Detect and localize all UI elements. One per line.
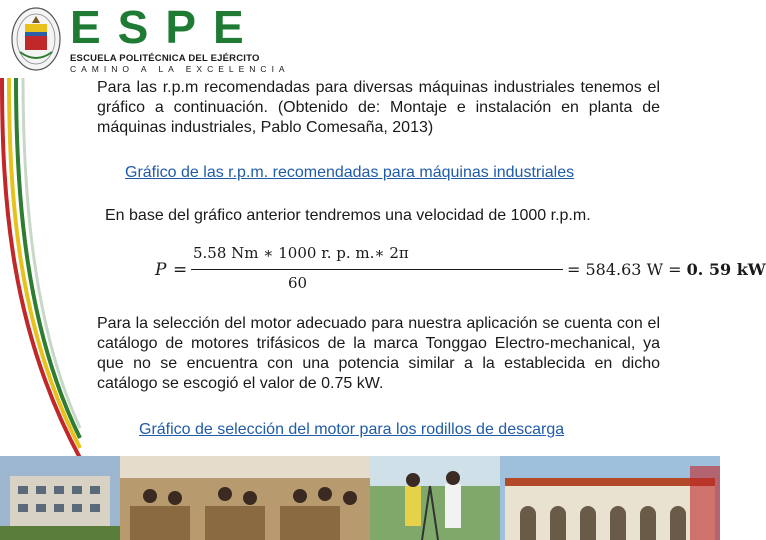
fraction-bar	[191, 269, 563, 270]
formula-result-text: = 584.63 W =	[567, 260, 687, 279]
formula-equals: =	[173, 260, 188, 280]
formula-numerator: 5.58 Nm ∗ 1000 r. p. m.∗ 2π	[193, 244, 409, 262]
intro-paragraph: Para las r.p.m recomendadas para diversas máquinas industriales tenemos el gráfico a continuación. (Obtenido de: Montaje e instalación en planta de máquinas industriales, Pablo Comesaña, 2013)	[97, 79, 660, 136]
espe-seal-logo	[10, 6, 62, 72]
formula-result	[567, 260, 766, 279]
formula-lhs: P	[155, 260, 167, 280]
formula-denominator: 60	[288, 274, 308, 292]
header	[0, 0, 720, 80]
formula-result-bold: 0. 59 kW	[686, 260, 766, 279]
motor-selection-paragraph: Para la selección del motor adecuado para nuestra aplicación se cuenta con el catálogo de motores trifásicos de la marca Tonggao Electro-mechanical, ya que no se encuentra con una potencia similar a la establecida en dicho catálogo se escogió el valor de 0.75 kW.	[97, 315, 660, 392]
institution-name: ESCUELA POLITÉCNICA DEL EJÉRCITO	[70, 53, 260, 64]
institution-motto: CAMINO A LA EXCELENCIA	[70, 64, 290, 74]
brand-logo-text: ESPE	[70, 1, 261, 53]
speed-statement: En base del gráfico anterior tendremos una velocidad de 1000 r.p.m.	[105, 207, 591, 224]
decorative-stripes	[0, 78, 80, 458]
motor-selection-chart-link[interactable]: Gráfico de selección del motor para los rodillos de descarga	[139, 421, 565, 438]
rpm-chart-link[interactable]: Gráfico de las r.p.m. recomendadas para máquinas industriales	[125, 164, 575, 181]
campus-photo-strip	[0, 456, 720, 540]
power-formula	[155, 242, 766, 298]
